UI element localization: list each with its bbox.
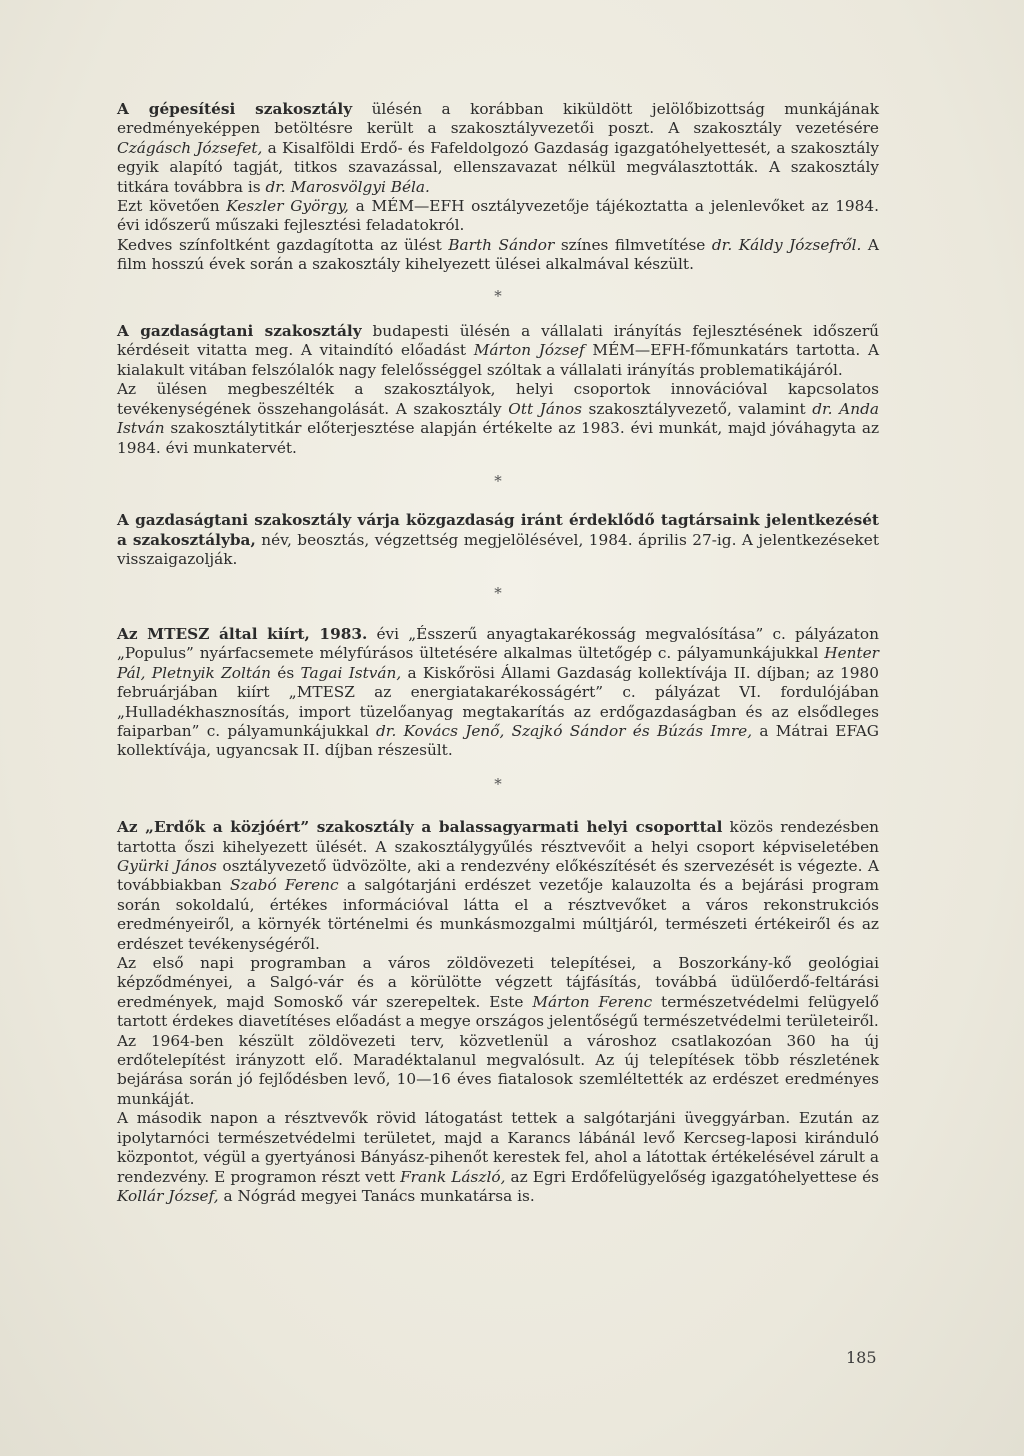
- text-run: a MÉM—EFH osztályvezetője tájékoztatta a jelenlevőket az 1984. évi időszerű műszaki fejlesztési feladatokról.: [117, 197, 879, 235]
- text-run: a Nógrád megyei Tanács munkatársa is.: [218, 1186, 535, 1205]
- text-run: Kedves színfoltként gazdagította az ülést: [117, 235, 449, 254]
- text-run: Az ülésen megbeszélték a szakosztályok, helyi csoportok innovációval kapcsolatos tevékenységének összehangolását. A szakosztály: [117, 380, 879, 418]
- page-number: 185: [846, 1348, 877, 1367]
- italic-name: dr. Kovács Jenő, Szajkó Sándor és Búzás Imre,: [376, 721, 753, 740]
- paragraph: [117, 1032, 879, 1110]
- italic-name: Márton József: [473, 341, 585, 360]
- text-run: osztályvezető üdvözölte, aki a rendezvény előkészítését és szervezését is végezte. A továbbiakban: [117, 857, 880, 895]
- text-run: az Egri Erdőfelügyelőség igazgatóhelyettese és: [505, 1167, 880, 1186]
- text-run: szakosztályvezető, valamint: [581, 399, 813, 418]
- italic-name: Ott János: [508, 399, 582, 418]
- italic-name: Frank László,: [400, 1167, 506, 1186]
- italic-name: Kollár József,: [117, 1186, 219, 1205]
- bold-run: A gépesítési szakosztály: [117, 100, 353, 118]
- article-section: [117, 511, 879, 569]
- text-run: közös rendezésben tartotta őszi kihelyezett ülését. A szakosztálygyűlés résztvevőit a helyi csoport képviseletében: [117, 818, 880, 856]
- article-section: [117, 625, 879, 761]
- paragraph: [117, 100, 879, 197]
- italic-name: dr. Káldy Józsefről.: [711, 235, 862, 254]
- italic-name: dr. Anda István: [117, 399, 879, 438]
- italic-name: Keszler György,: [226, 197, 349, 216]
- paragraph: [117, 1109, 879, 1206]
- paragraph: [117, 380, 879, 458]
- paragraph: [117, 511, 879, 569]
- text-run: a salgótarjáni erdészet vezetője kalauzolta és a bejárási program során sokoldalú, értékes információval látta el a résztvevőket a város rekonstrukciós eredményeiről, a környék történelmi és munkásmozgalmi múltjáról, természeti értékeiről és az erdészet tevékenységéről.: [117, 876, 879, 953]
- text-run: név, beosztás, végzettség megjelölésével, 1984. április 27-ig. A jelentkezéseket visszaigazolják.: [117, 530, 879, 569]
- text-column: [117, 100, 879, 1206]
- text-run: szakosztálytitkár előterjesztése alapján értékelte az 1983. évi munkát, majd jóváhagyta az 1984. évi munkatervét.: [117, 419, 879, 457]
- bold-run: Az MTESZ által kiírt, 1983.: [117, 624, 368, 643]
- bold-run: A gazdaságtani szakosztály: [117, 322, 362, 341]
- text-run: színes filmvetítése: [554, 235, 712, 254]
- italic-name: Szabó Ferenc: [230, 876, 339, 895]
- paragraph: [117, 236, 879, 275]
- article-section: [117, 818, 879, 1206]
- paragraph: [117, 197, 879, 236]
- text-run: és: [270, 663, 301, 682]
- text-run: Az 1964-ben készült zöldövezeti terv, közvetlenül a városhoz csatlakozóan 360 ha új erdőtelepítést irányzott elő. Maradéktalanul megvalósult. Az új telepítések több részletének bejárása során jó fejlődésben levő, 10—16 éves fiatalosok szemléltették az erdészet eredményes munkáját.: [117, 1031, 879, 1108]
- text-run: évi „Ésszerű anyagtakarékosság megvalósítása” c. pályázaton „Populus” nyárfacsemete mélyfúrásos ültetésére alkalmas ültetőgép c. pályamunkájukkal: [117, 624, 879, 663]
- bold-run: A gazdaságtani szakosztály várja közgazdaság iránt érdeklődő tagtársaink jelentkezését a szakosztályba,: [117, 511, 879, 549]
- text-run: természetvédelmi felügyelő tartott érdekes diavetítéses előadást a megye országos jelentőségű természetvédelmi területeiről.: [117, 992, 880, 1031]
- text-run: Ezt követően: [117, 197, 227, 216]
- italic-name: Gyürki János: [117, 857, 217, 875]
- article-section: [117, 322, 879, 458]
- section-separator: *: [494, 583, 502, 602]
- italic-name: dr. Marosvölgyi Béla.: [265, 177, 430, 196]
- text-run: a Mátrai EFAG kollektívája, ugyancsak II. díjban részesült.: [117, 721, 879, 760]
- paragraph: [117, 954, 879, 1032]
- text-run: ülésén a korábban kiküldött jelölőbizottság munkájának eredményeképpen betöltésre került a szakosztályvezetői poszt. A szakosztály vezetésére: [117, 100, 879, 138]
- paragraph: [117, 322, 879, 380]
- text-run: a Kisalföldi Erdő- és Fafeldolgozó Gazdaság igazgatóhelyettesét, a szakosztály egyik alapító tagját, titkos szavazással, ellenszavazat nélkül megválasztották. A szakosztály titkára továbbra is: [117, 138, 879, 196]
- section-separator: *: [494, 286, 502, 305]
- text-run: A film hosszú évek során a szakosztály kihelyezett ülései alkalmával készült.: [117, 235, 879, 274]
- italic-name: Tagai István,: [300, 663, 402, 682]
- text-run: budapesti ülésén a vállalati irányítás fejlesztésének időszerű kérdéseit vitatta meg. A vitaindító előadást: [117, 322, 879, 360]
- italic-name: Barth Sándor: [448, 235, 555, 254]
- text-run: Az első napi programban a város zöldövezeti telepítései, a Boszorkány-kő geológiai képződményei, a Salgó-vár és a körülötte végzett tájfásítás, továbbá üdülőerdő-feltárási eredmények, majd Somoskő vár szerepeltek. Este: [117, 954, 879, 1011]
- paragraph: [117, 625, 879, 761]
- article-section: [117, 100, 879, 275]
- italic-name: Henter Pál, Pletnyik Zoltán: [117, 644, 879, 682]
- paragraph: [117, 818, 879, 954]
- bold-run: Az „Erdők a közjóért” szakosztály a balassagyarmati helyi csoporttal: [117, 818, 723, 837]
- section-separator: *: [494, 471, 502, 490]
- text-run: MÉM—EFH-főmunkatárs tartotta. A kialakult vitában felszólalók nagy felelősséggel szóltak a vállalati irányítás problematikájáról.: [117, 341, 879, 379]
- italic-name: Márton Ferenc: [532, 992, 653, 1011]
- text-run: A második napon a résztvevők rövid látogatást tettek a salgótarjáni üveggyárban. Ezután az ipolytarnóci természetvédelmi területet, majd a Karancs lábánál levő Kercseg-laposi kiránduló központot, végül a gyertyánosi Bányász-pihenőt kerestek fel, ahol a látottak értékelésével zárult a rendezvény. E programon részt vett: [117, 1109, 879, 1186]
- text-run: a Kiskőrösi Állami Gazdaság kollektívája II. díjban; az 1980 februárjában kiírt „MTESZ az energiatakarékosságért” c. pályázat VI. fordulójában „Hulladékhasznosítás, import tüzelőanyag megtakarítás az erdőgazdaságban és az elsődleges faiparban” c. pályamunkájukkal: [117, 663, 879, 740]
- italic-name: Czágásch Józsefet,: [117, 138, 263, 157]
- section-separator: *: [494, 774, 502, 793]
